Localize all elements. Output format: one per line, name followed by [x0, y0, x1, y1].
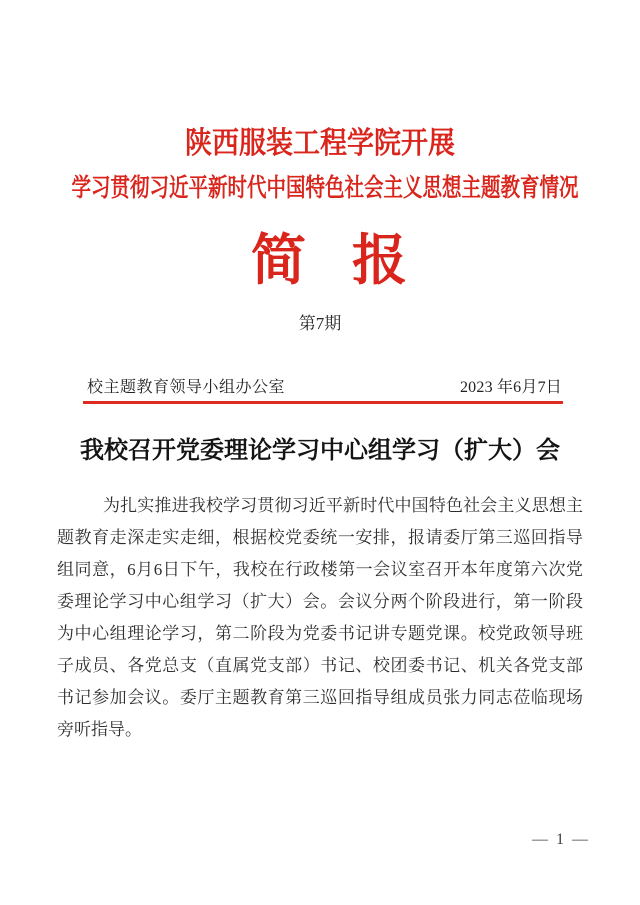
- article-title: 我校召开党委理论学习中心组学习（扩大）会: [80, 438, 560, 464]
- issue-date: 2023 年6月7日: [459, 379, 562, 396]
- article-body: [57, 490, 583, 746]
- masthead-theme-title-text: 学习贯彻习近平新时代中国特色社会主义思想主题教育情况: [71, 174, 579, 202]
- masthead-org-title-text: 陕西服装工程学院开展: [185, 127, 455, 160]
- masthead-org-title: [0, 126, 640, 162]
- red-divider-rule: [83, 401, 563, 404]
- body-line: 为扎实推进我校学习贯彻习近平新时代中国特色社会主义思想主: [103, 496, 583, 515]
- issuer-row: [87, 377, 562, 399]
- body-line: 子成员、各党总支（直属党支部）书记、校团委书记、机关各党支部: [57, 656, 583, 675]
- body-line: 书记参加会议。委厅主题教育第三巡回指导组成员张力同志莅临现场: [57, 688, 583, 707]
- bulletin-char-2: 报: [352, 230, 408, 291]
- body-line: 为中心组理论学习，第二阶段为党委书记讲专题党课。校党政领导班: [57, 624, 583, 643]
- masthead-theme-title: [0, 173, 640, 203]
- issuer-name: 校主题教育领导小组办公室: [87, 379, 286, 396]
- body-line: 题教育走深走实走细，根据校党委统一安排，报请委厅第三巡回指导: [57, 528, 583, 547]
- body-line: 委理论学习中心组学习（扩大）会。会议分两个阶段进行，第一阶段: [57, 592, 583, 611]
- page-number: — 1 —: [532, 831, 590, 848]
- body-line: 组同意，6月6日下午，我校在行政楼第一会议室召开本年度第六次党: [57, 560, 583, 579]
- bulletin-char-1: 简: [250, 230, 306, 291]
- body-line: 旁听指导。: [57, 720, 142, 739]
- masthead-bulletin-title: [0, 231, 640, 291]
- issue-number: 第7期: [298, 314, 342, 333]
